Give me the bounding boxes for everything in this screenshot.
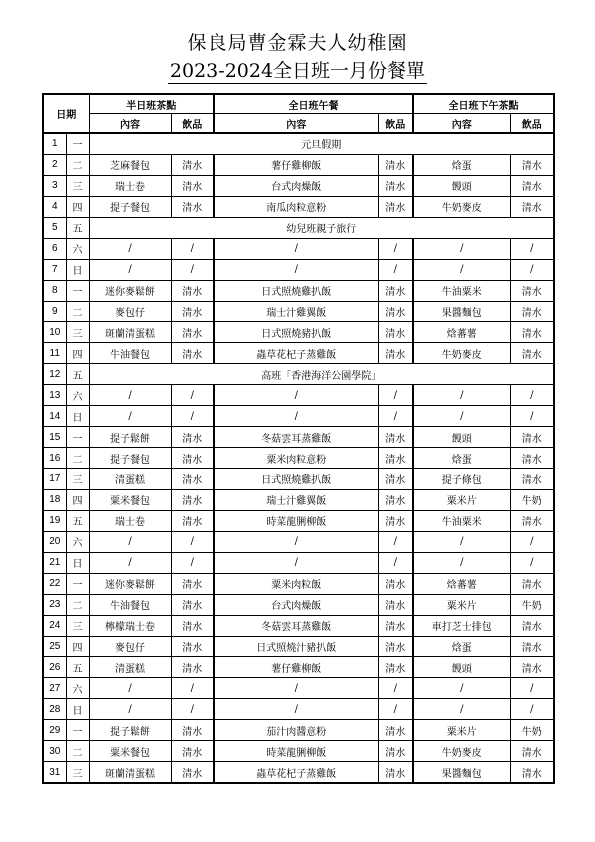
- lunch-content: 蟲草花杞子蒸雞飯: [214, 343, 378, 364]
- menu-row: [43, 657, 554, 678]
- weekday: 五: [66, 657, 89, 678]
- am-snack-content: /: [89, 552, 171, 573]
- weekday: 四: [66, 489, 89, 510]
- lunch-content: 瑞士汁雞翼飯: [214, 489, 378, 510]
- pm-snack-drink: /: [510, 259, 554, 280]
- menu-row: [43, 573, 554, 594]
- am-snack-drink: /: [171, 406, 214, 427]
- lunch-drink: 清水: [378, 448, 413, 469]
- am-snack-drink: 清水: [171, 154, 214, 175]
- pm-snack-drink: 清水: [510, 196, 554, 217]
- day-number: 9: [43, 301, 66, 322]
- day-number: 1: [43, 133, 66, 154]
- pm-snack-content: /: [413, 406, 510, 427]
- pm-snack-content: 粟米片: [413, 489, 510, 510]
- am-snack-content: 檸檬瑞士卷: [89, 615, 171, 636]
- menu-row: [43, 469, 554, 490]
- weekday: 二: [66, 448, 89, 469]
- pm-snack-content: 饅頭: [413, 175, 510, 196]
- lunch-content: 冬菇雲耳蒸雞飯: [214, 615, 378, 636]
- lunch-drink: /: [378, 531, 413, 552]
- pm-snack-drink: 清水: [510, 573, 554, 594]
- pm-snack-drink: 清水: [510, 615, 554, 636]
- lunch-drink: 清水: [378, 489, 413, 510]
- pm-snack-drink: 清水: [510, 322, 554, 343]
- weekday: 四: [66, 343, 89, 364]
- lunch-content: 瑞士汁雞翼飯: [214, 301, 378, 322]
- menu-row: [43, 280, 554, 301]
- pm-snack-drink: /: [510, 678, 554, 699]
- lunch-drink: 清水: [378, 280, 413, 301]
- weekday: 一: [66, 573, 89, 594]
- day-note: 幼兒班親子旅行: [89, 217, 554, 238]
- am-snack-drink: 清水: [171, 594, 214, 615]
- menu-row: [43, 133, 554, 154]
- lunch-drink: 清水: [378, 196, 413, 217]
- am-snack-drink: /: [171, 531, 214, 552]
- menu-row: [43, 531, 554, 552]
- pm-snack-content: /: [413, 678, 510, 699]
- lunch-header: 全日班午餐: [214, 94, 413, 114]
- day-number: 13: [43, 385, 66, 406]
- am-snack-content: 斑蘭清蛋糕: [89, 762, 171, 783]
- am-snack-content: 芝麻餐包: [89, 154, 171, 175]
- day-number: 19: [43, 510, 66, 531]
- lunch-content: 冬菇雲耳蒸雞飯: [214, 427, 378, 448]
- am-snack-content: /: [89, 406, 171, 427]
- pm-snack-drink: 清水: [510, 741, 554, 762]
- pm-snack-drink: 清水: [510, 448, 554, 469]
- lunch-content: 粟米肉粒飯: [214, 573, 378, 594]
- weekday: 三: [66, 469, 89, 490]
- pm-snack-content: 粟米片: [413, 720, 510, 741]
- lunch-drink: 清水: [378, 469, 413, 490]
- pm-snack-content: 牛油粟米: [413, 510, 510, 531]
- am-snack-content: 提子餐包: [89, 448, 171, 469]
- lunch-drink: 清水: [378, 301, 413, 322]
- menu-row: [43, 594, 554, 615]
- menu-row: [43, 364, 554, 385]
- menu-title-text: 2023-2024全日班一月份餐單: [169, 60, 426, 82]
- lunch-drink: 清水: [378, 762, 413, 783]
- lunch-content: /: [214, 385, 378, 406]
- lunch-content: 日式照燒雞扒飯: [214, 469, 378, 490]
- pm-snack-content: 牛奶麥皮: [413, 741, 510, 762]
- lunch-content: /: [214, 406, 378, 427]
- day-number: 31: [43, 762, 66, 783]
- am-snack-content: /: [89, 238, 171, 259]
- am-snack-content: /: [89, 699, 171, 720]
- weekday: 日: [66, 406, 89, 427]
- pm-content-header: 內容: [413, 114, 510, 134]
- lunch-content: 日式照燒雞扒飯: [214, 280, 378, 301]
- day-number: 2: [43, 154, 66, 175]
- menu-title: [0, 58, 595, 84]
- menu-row: [43, 217, 554, 238]
- am-snack-drink: /: [171, 552, 214, 573]
- am-snack-content: 斑蘭清蛋糕: [89, 322, 171, 343]
- am-snack-drink: 清水: [171, 510, 214, 531]
- lunch-content: /: [214, 699, 378, 720]
- pm-snack-drink: 清水: [510, 636, 554, 657]
- lunch-content: 台式肉燥飯: [214, 594, 378, 615]
- am-snack-header: 半日班茶點: [89, 94, 214, 114]
- day-note: 元旦假期: [89, 133, 554, 154]
- weekday: 三: [66, 762, 89, 783]
- menu-row: [43, 406, 554, 427]
- am-snack-content: 清蛋糕: [89, 657, 171, 678]
- day-number: 8: [43, 280, 66, 301]
- pm-snack-drink: 牛奶: [510, 594, 554, 615]
- lunch-drink: 清水: [378, 573, 413, 594]
- pm-snack-content: 粟米片: [413, 594, 510, 615]
- day-number: 11: [43, 343, 66, 364]
- weekday: 四: [66, 636, 89, 657]
- lunch-content-header: 內容: [214, 114, 378, 134]
- am-snack-content: 提子鬆餅: [89, 427, 171, 448]
- lunch-drink: 清水: [378, 615, 413, 636]
- lunch-drink: /: [378, 385, 413, 406]
- am-snack-drink: /: [171, 259, 214, 280]
- am-snack-content: 清蛋糕: [89, 469, 171, 490]
- menu-row: [43, 636, 554, 657]
- pm-snack-content: 焓蕃薯: [413, 322, 510, 343]
- date-header: 日期: [43, 94, 89, 133]
- lunch-drink: /: [378, 238, 413, 259]
- menu-row: [43, 489, 554, 510]
- menu-row: [43, 615, 554, 636]
- am-snack-content: 粟米餐包: [89, 489, 171, 510]
- lunch-content: /: [214, 531, 378, 552]
- am-snack-content: /: [89, 385, 171, 406]
- am-snack-content: /: [89, 678, 171, 699]
- pm-snack-content: 車打芝士排包: [413, 615, 510, 636]
- weekday: 二: [66, 741, 89, 762]
- lunch-content: 蟲草花杞子蒸雞飯: [214, 762, 378, 783]
- pm-snack-content: /: [413, 552, 510, 573]
- day-number: 30: [43, 741, 66, 762]
- am-snack-drink: 清水: [171, 427, 214, 448]
- pm-snack-drink: /: [510, 552, 554, 573]
- am-snack-drink: 清水: [171, 741, 214, 762]
- am-snack-drink: 清水: [171, 720, 214, 741]
- pm-snack-content: /: [413, 259, 510, 280]
- day-number: 4: [43, 196, 66, 217]
- lunch-drink: 清水: [378, 741, 413, 762]
- pm-snack-header: 全日班下午茶點: [413, 94, 554, 114]
- day-number: 10: [43, 322, 66, 343]
- lunch-drink: 清水: [378, 427, 413, 448]
- lunch-drink: 清水: [378, 636, 413, 657]
- weekday: 三: [66, 615, 89, 636]
- day-number: 18: [43, 489, 66, 510]
- pm-snack-drink: 清水: [510, 762, 554, 783]
- am-snack-content: 麥包仔: [89, 636, 171, 657]
- day-number: 6: [43, 238, 66, 259]
- am-snack-drink: /: [171, 238, 214, 259]
- lunch-drink: 清水: [378, 343, 413, 364]
- menu-row: [43, 762, 554, 783]
- pm-snack-content: 焓蛋: [413, 448, 510, 469]
- am-snack-drink: 清水: [171, 175, 214, 196]
- weekday: 日: [66, 699, 89, 720]
- pm-snack-drink: 清水: [510, 175, 554, 196]
- weekday: 四: [66, 196, 89, 217]
- day-number: 17: [43, 469, 66, 490]
- lunch-content: /: [214, 552, 378, 573]
- pm-snack-drink: 清水: [510, 280, 554, 301]
- lunch-drink: /: [378, 552, 413, 573]
- pm-snack-content: /: [413, 385, 510, 406]
- menu-row: [43, 741, 554, 762]
- day-number: 28: [43, 699, 66, 720]
- lunch-content: 粟米肉粒意粉: [214, 448, 378, 469]
- day-number: 23: [43, 594, 66, 615]
- menu-row: [43, 301, 554, 322]
- weekday: 一: [66, 280, 89, 301]
- menu-row: [43, 322, 554, 343]
- lunch-drink: 清水: [378, 510, 413, 531]
- pm-snack-drink: 牛奶: [510, 720, 554, 741]
- lunch-drink: /: [378, 678, 413, 699]
- day-number: 7: [43, 259, 66, 280]
- lunch-drink-header: 飲品: [378, 114, 413, 134]
- day-number: 3: [43, 175, 66, 196]
- am-drink-header: 飲品: [171, 114, 214, 134]
- pm-snack-drink: 清水: [510, 301, 554, 322]
- pm-snack-content: 焓蛋: [413, 154, 510, 175]
- weekday: 五: [66, 510, 89, 531]
- am-snack-drink: 清水: [171, 301, 214, 322]
- menu-row: [43, 196, 554, 217]
- lunch-drink: /: [378, 259, 413, 280]
- am-snack-drink: /: [171, 699, 214, 720]
- pm-snack-content: 焓蛋: [413, 636, 510, 657]
- lunch-content: /: [214, 259, 378, 280]
- am-snack-content: /: [89, 531, 171, 552]
- pm-snack-drink: 清水: [510, 427, 554, 448]
- lunch-content: 台式肉燥飯: [214, 175, 378, 196]
- menu-row: [43, 238, 554, 259]
- am-snack-content: 瑞士卷: [89, 175, 171, 196]
- pm-snack-drink: 清水: [510, 154, 554, 175]
- weekday: 二: [66, 154, 89, 175]
- pm-snack-content: 牛奶麥皮: [413, 196, 510, 217]
- day-number: 12: [43, 364, 66, 385]
- pm-snack-content: /: [413, 238, 510, 259]
- weekday: 一: [66, 427, 89, 448]
- menu-row: [43, 175, 554, 196]
- weekday: 一: [66, 133, 89, 154]
- menu-row: [43, 448, 554, 469]
- lunch-drink: 清水: [378, 657, 413, 678]
- menu-row: [43, 427, 554, 448]
- day-number: 24: [43, 615, 66, 636]
- am-snack-drink: 清水: [171, 280, 214, 301]
- pm-snack-drink: 清水: [510, 510, 554, 531]
- weekday: 六: [66, 238, 89, 259]
- pm-snack-drink: 牛奶: [510, 489, 554, 510]
- pm-snack-content: 饅頭: [413, 657, 510, 678]
- weekday: 日: [66, 259, 89, 280]
- lunch-content: /: [214, 678, 378, 699]
- lunch-drink: /: [378, 406, 413, 427]
- pm-snack-drink: /: [510, 699, 554, 720]
- day-number: 25: [43, 636, 66, 657]
- menu-row: [43, 343, 554, 364]
- lunch-drink: /: [378, 699, 413, 720]
- pm-snack-drink: /: [510, 406, 554, 427]
- weekday: 二: [66, 594, 89, 615]
- weekday: 五: [66, 364, 89, 385]
- lunch-content: 薯仔雞柳飯: [214, 657, 378, 678]
- am-snack-drink: 清水: [171, 322, 214, 343]
- pm-snack-content: 果醬麵包: [413, 301, 510, 322]
- am-snack-drink: 清水: [171, 196, 214, 217]
- menu-row: [43, 678, 554, 699]
- am-snack-drink: 清水: [171, 343, 214, 364]
- day-number: 5: [43, 217, 66, 238]
- menu-row: [43, 510, 554, 531]
- lunch-drink: 清水: [378, 720, 413, 741]
- am-snack-content: 牛油餐包: [89, 594, 171, 615]
- am-snack-drink: 清水: [171, 469, 214, 490]
- pm-snack-content: 焓蕃薯: [413, 573, 510, 594]
- day-number: 14: [43, 406, 66, 427]
- lunch-drink: 清水: [378, 154, 413, 175]
- pm-snack-content: 牛奶麥皮: [413, 343, 510, 364]
- am-snack-content: 提子鬆餅: [89, 720, 171, 741]
- am-snack-drink: 清水: [171, 489, 214, 510]
- lunch-content: 南瓜肉粒意粉: [214, 196, 378, 217]
- pm-snack-content: /: [413, 531, 510, 552]
- lunch-content: 日式照燒汁豬扒飯: [214, 636, 378, 657]
- am-snack-content: 瑞士卷: [89, 510, 171, 531]
- menu-row: [43, 259, 554, 280]
- am-snack-content: 迷你麥鬆餅: [89, 573, 171, 594]
- weekday: 一: [66, 720, 89, 741]
- lunch-drink: 清水: [378, 322, 413, 343]
- weekday: 五: [66, 217, 89, 238]
- day-number: 29: [43, 720, 66, 741]
- am-content-header: 內容: [89, 114, 171, 134]
- menu-row: [43, 720, 554, 741]
- menu-row: [43, 385, 554, 406]
- pm-snack-drink: /: [510, 238, 554, 259]
- am-snack-drink: 清水: [171, 657, 214, 678]
- lunch-drink: 清水: [378, 594, 413, 615]
- weekday: 二: [66, 301, 89, 322]
- day-number: 20: [43, 531, 66, 552]
- am-snack-drink: 清水: [171, 448, 214, 469]
- weekday: 三: [66, 175, 89, 196]
- am-snack-content: 迷你麥鬆餅: [89, 280, 171, 301]
- am-snack-content: 牛油餐包: [89, 343, 171, 364]
- day-number: 15: [43, 427, 66, 448]
- menu-table: [42, 93, 555, 784]
- lunch-drink: 清水: [378, 175, 413, 196]
- weekday: 六: [66, 531, 89, 552]
- pm-snack-drink: 清水: [510, 469, 554, 490]
- am-snack-content: /: [89, 259, 171, 280]
- weekday: 日: [66, 552, 89, 573]
- am-snack-drink: 清水: [171, 762, 214, 783]
- pm-snack-content: 饅頭: [413, 427, 510, 448]
- lunch-content: 茄汁肉醬意粉: [214, 720, 378, 741]
- am-snack-content: 麥包仔: [89, 301, 171, 322]
- am-snack-content: 提子餐包: [89, 196, 171, 217]
- am-snack-drink: 清水: [171, 636, 214, 657]
- weekday: 六: [66, 678, 89, 699]
- day-number: 16: [43, 448, 66, 469]
- school-name: 保良局曹金霖夫人幼稚園: [187, 32, 408, 54]
- day-number: 26: [43, 657, 66, 678]
- pm-snack-content: 牛油粟米: [413, 280, 510, 301]
- am-snack-drink: /: [171, 385, 214, 406]
- menu-row: [43, 154, 554, 175]
- day-note: 高班「香港海洋公園學院」: [89, 364, 554, 385]
- menu-body: [43, 133, 554, 783]
- pm-snack-drink: 清水: [510, 657, 554, 678]
- lunch-content: 薯仔雞柳飯: [214, 154, 378, 175]
- weekday: 六: [66, 385, 89, 406]
- am-snack-drink: 清水: [171, 573, 214, 594]
- pm-snack-content: 提子條包: [413, 469, 510, 490]
- pm-snack-content: /: [413, 699, 510, 720]
- lunch-content: 時菜龍脷柳飯: [214, 741, 378, 762]
- pm-snack-content: 果醬麵包: [413, 762, 510, 783]
- pm-snack-drink: /: [510, 385, 554, 406]
- day-number: 22: [43, 573, 66, 594]
- lunch-content: 日式照燒豬扒飯: [214, 322, 378, 343]
- weekday: 三: [66, 322, 89, 343]
- am-snack-drink: 清水: [171, 615, 214, 636]
- pm-drink-header: 飲品: [510, 114, 554, 134]
- pm-snack-drink: 清水: [510, 343, 554, 364]
- am-snack-content: 粟米餐包: [89, 741, 171, 762]
- am-snack-drink: /: [171, 678, 214, 699]
- day-number: 21: [43, 552, 66, 573]
- lunch-content: /: [214, 238, 378, 259]
- day-number: 27: [43, 678, 66, 699]
- menu-row: [43, 699, 554, 720]
- menu-row: [43, 552, 554, 573]
- lunch-content: 時菜龍脷柳飯: [214, 510, 378, 531]
- pm-snack-drink: /: [510, 531, 554, 552]
